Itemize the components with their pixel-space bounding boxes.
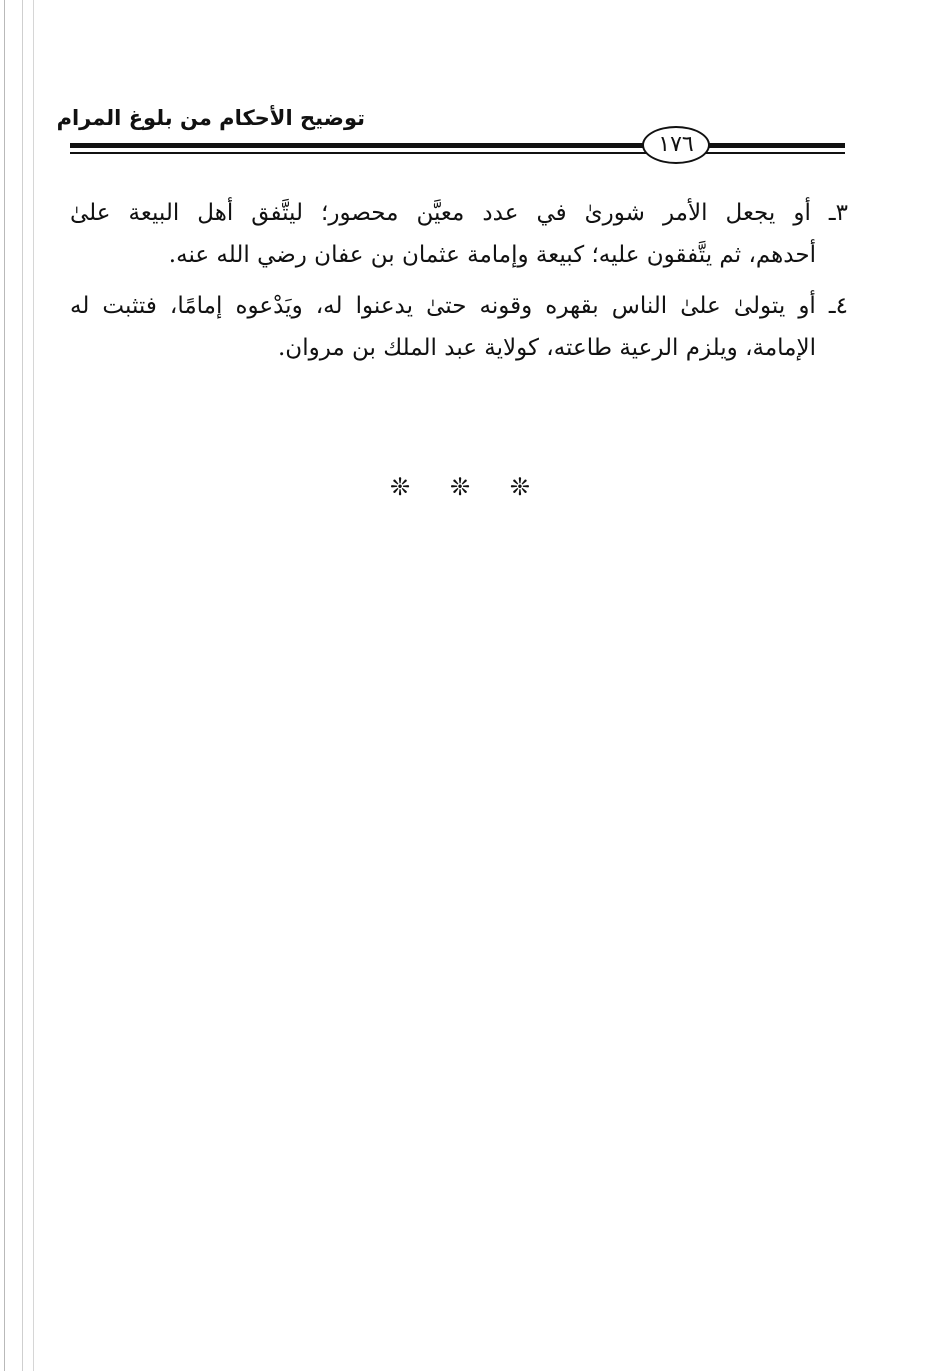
page-number-badge (642, 126, 710, 164)
item-4-line-2: الإمامة، ويلزم الرعية طاعته، كولاية عبد الملك بن مروان. (278, 335, 816, 361)
running-title: توضيح الأحكام من بلوغ المرام (56, 106, 365, 130)
header-rule-thin (70, 152, 845, 154)
asterism-icon: ❊ (509, 473, 530, 501)
item-3-paragraph (70, 192, 848, 276)
item-3-line-1: ٣ـ أو يجعل الأمر شورىٰ في عدد معيَّن محصور؛ ليتَّفق أهل البيعة علىٰ (70, 200, 848, 226)
scan-edge-line (33, 0, 34, 1371)
header-rule-thick (70, 143, 845, 148)
page-number: ١٧٦ (658, 132, 694, 157)
scan-edge-line (4, 0, 5, 1371)
asterism-icon: ❊ (390, 473, 411, 501)
item-4-paragraph (70, 285, 848, 369)
item-4-line-1: ٤ـ أو يتولىٰ علىٰ الناس بقهره وقونه حتىٰ يدعنوا له، ويَدْعوه إمامًا، فتثبت له (70, 293, 848, 319)
scan-edge-line (22, 0, 23, 1371)
asterism-icon: ❊ (449, 473, 471, 501)
item-3-line-2: أحدهم، ثم يتَّفقون عليه؛ كبيعة وإمامة عثمان بن عفان رضي الله عنه. (168, 242, 816, 268)
section-separator (390, 470, 530, 504)
